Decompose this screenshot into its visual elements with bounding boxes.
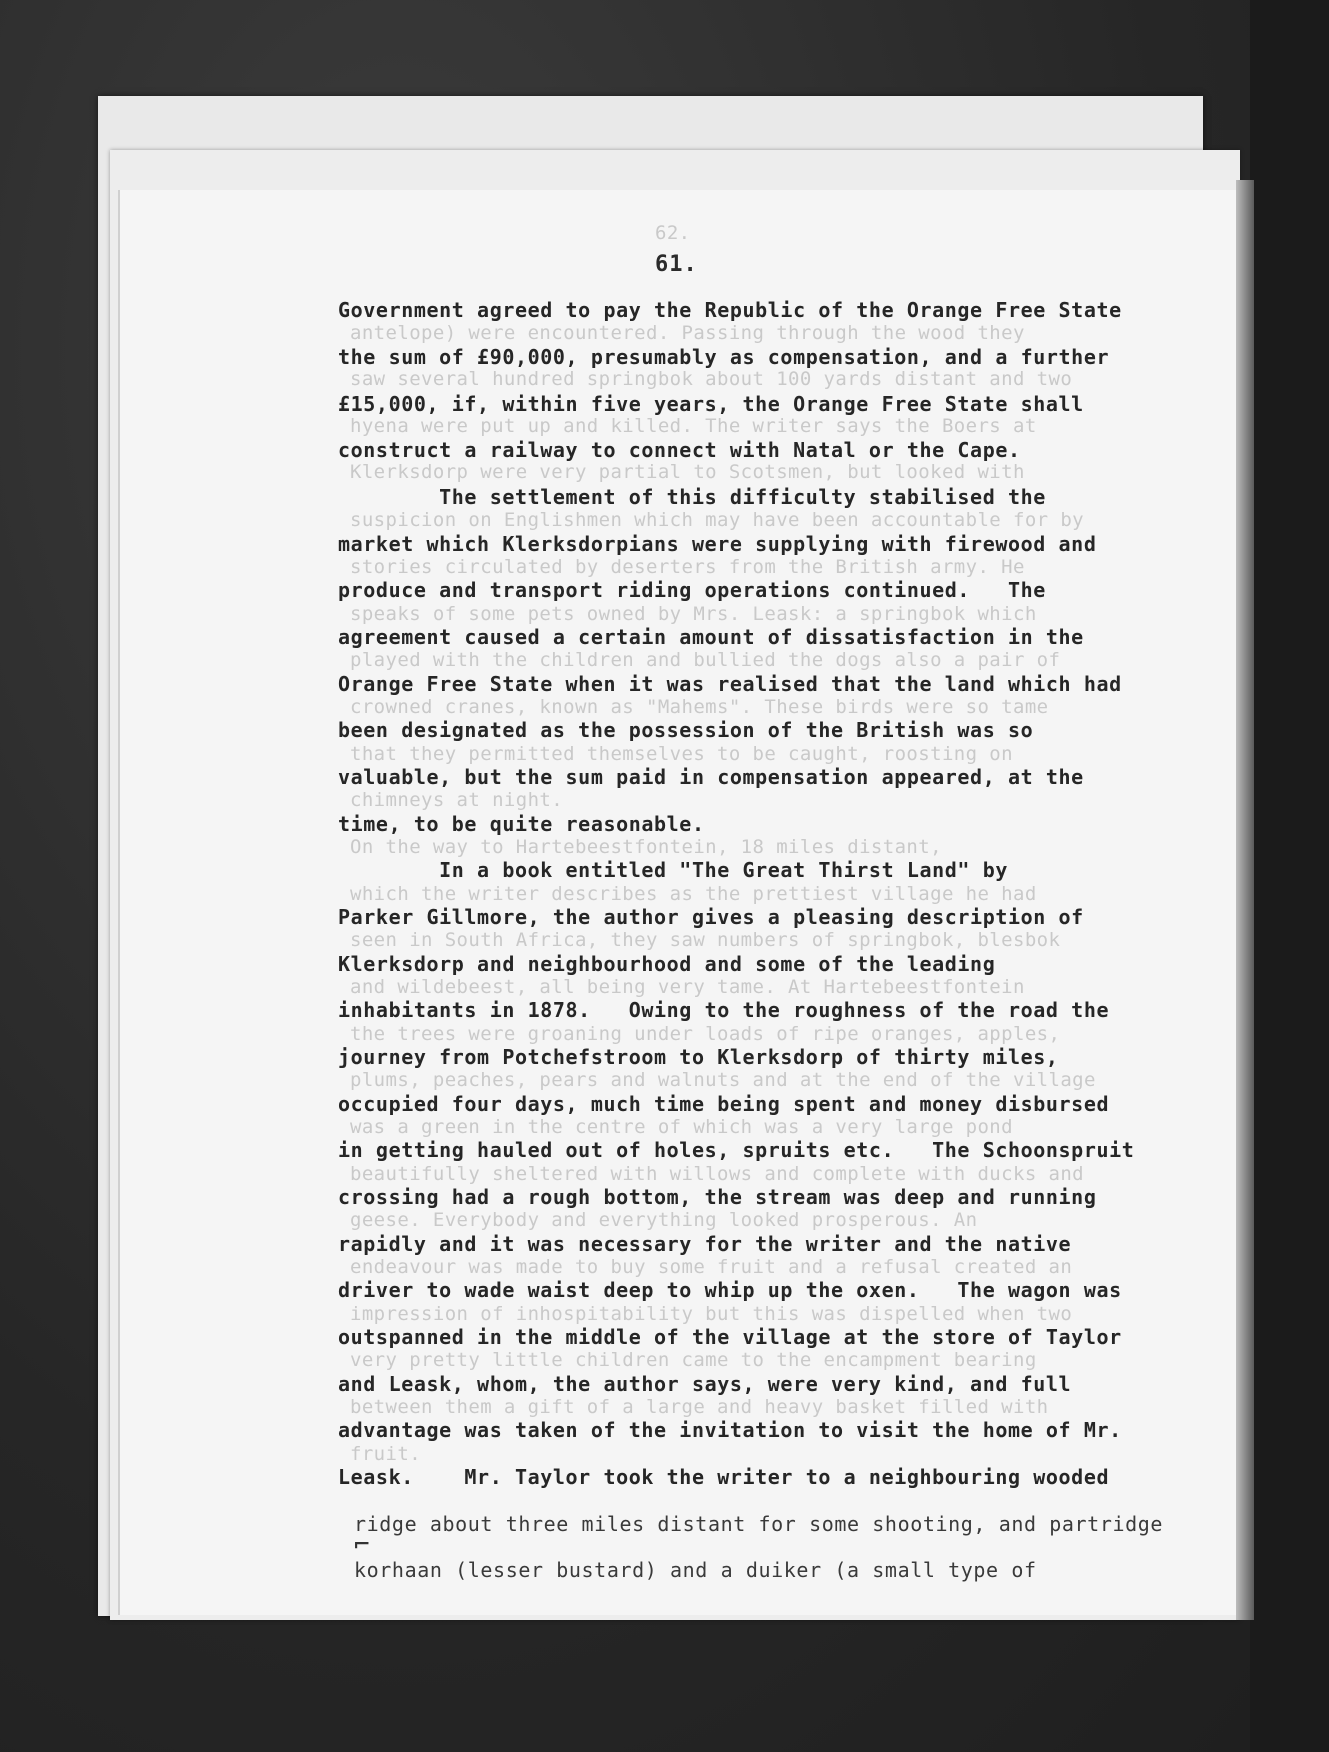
bleed-page-number: 62.: [655, 222, 691, 244]
bleed-line: beautifully sheltered with willows and complete with ducks and: [350, 1163, 1085, 1185]
text-line: time, to be quite reasonable.: [338, 812, 705, 836]
page-number: 61.: [655, 252, 698, 277]
text-line: occupied four days, much time being spent and money disbursed: [338, 1092, 1110, 1116]
handwritten-margin-mark: ⌐: [354, 1530, 370, 1560]
bleed-line: hyena were put up and killed. The writer says the Boers at: [350, 415, 1037, 437]
text-line: the sum of £90,000, presumably as compensation, and a further: [338, 345, 1110, 369]
bleed-line: and wildebeest, all being very tame. At Hartebeestfontein: [350, 976, 1025, 998]
text-line: Parker Gillmore, the author gives a pleasing description of: [338, 905, 1084, 929]
dark-band: [1250, 0, 1329, 1752]
bleed-line: was a green in the centre of which was a very large pond: [350, 1116, 1013, 1138]
bleed-line: that they permitted themselves to be caught, roosting on: [350, 743, 1013, 765]
bleed-line: plums, peaches, pears and walnuts and at the end of the village: [350, 1069, 1096, 1091]
bleed-line: crowned cranes, known as "Mahems". These birds were so tame: [350, 696, 1049, 718]
bleed-line: suspicion on Englishmen which may have been accountable for by: [350, 509, 1085, 531]
text-line: market which Klerksdorpians were supplying with firewood and: [338, 532, 1097, 556]
bleed-line: which the writer describes as the prettiest village he had: [350, 883, 1037, 905]
text-line: outspanned in the middle of the village at the store of Taylor: [338, 1325, 1122, 1349]
bleed-line: endeavour was made to buy some fruit and a refusal created an: [350, 1256, 1073, 1278]
text-line: Klerksdorp and neighbourhood and some of the leading: [338, 952, 996, 976]
bleed-line: speaks of some pets owned by Mrs. Leask: a springbok which: [350, 603, 1037, 625]
bleed-line: antelope) were encountered. Passing through the wood they: [350, 322, 1025, 344]
bleed-line: very pretty little children came to the encampment bearing: [350, 1349, 1037, 1371]
sheet-edge-shadow: [1236, 180, 1254, 1620]
text-line: produce and transport riding operations continued. The: [338, 578, 1046, 602]
text-line: korhaan (lesser bustard) and a duiker (a small type of: [354, 1558, 1037, 1582]
bleed-line: saw several hundred springbok about 100 yards distant and two: [350, 368, 1073, 390]
text-line: advantage was taken of the invitation to visit the home of Mr.: [338, 1418, 1122, 1442]
text-line: been designated as the possession of the British was so: [338, 718, 1034, 742]
text-line: Leask. Mr. Taylor took the writer to a neighbouring wooded: [338, 1465, 1110, 1489]
text-line: Orange Free State when it was realised that the land which had: [338, 672, 1122, 696]
text-line: and Leask, whom, the author says, were very kind, and full: [338, 1372, 1072, 1396]
text-line: construct a railway to connect with Natal or the Cape.: [338, 438, 1021, 462]
bleed-line: fruit.: [350, 1443, 422, 1465]
text-line: ridge about three miles distant for some shooting, and partridge: [354, 1512, 1164, 1536]
bleed-line: stories circulated by deserters from the British army. He: [350, 556, 1025, 578]
text-line: crossing had a rough bottom, the stream was deep and running: [338, 1185, 1097, 1209]
text-line: In a book entitled "The Great Thirst Land" by: [338, 858, 1008, 882]
text-line: journey from Potchefstroom to Klerksdorp of thirty miles,: [338, 1045, 1059, 1069]
text-line: Government agreed to pay the Republic of the Orange Free State: [338, 298, 1122, 322]
text-line: The settlement of this difficulty stabilised the: [338, 485, 1046, 509]
bleed-line: geese. Everybody and everything looked prosperous. An: [350, 1209, 978, 1231]
bleed-line: Klerksdorp were very partial to Scotsmen, but looked with: [350, 461, 1025, 483]
bleed-line: impression of inhospitability but this was dispelled when two: [350, 1303, 1073, 1325]
bleed-line: On the way to Hartebeestfontein, 18 miles distant,: [350, 836, 942, 858]
bleed-line: chimneys at night.: [350, 789, 564, 811]
bleed-line: played with the children and bullied the dogs also a pair of: [350, 649, 1061, 671]
bleed-line: seen in South Africa, they saw numbers of springbok, blesbok: [350, 929, 1061, 951]
bleed-line: the trees were groaning under loads of ripe oranges, apples,: [350, 1023, 1061, 1045]
bleed-line: between them a gift of a large and heavy basket filled with: [350, 1396, 1049, 1418]
text-line: driver to wade waist deep to whip up the oxen. The wagon was: [338, 1278, 1122, 1302]
text-line: valuable, but the sum paid in compensation appeared, at the: [338, 765, 1084, 789]
text-line: agreement caused a certain amount of dissatisfaction in the: [338, 625, 1084, 649]
text-line: £15,000, if, within five years, the Orange Free State shall: [338, 392, 1084, 416]
text-line: in getting hauled out of holes, spruits etc. The Schoonspruit: [338, 1138, 1135, 1162]
text-line: inhabitants in 1878. Owing to the roughness of the road the: [338, 998, 1110, 1022]
text-line: rapidly and it was necessary for the writer and the native: [338, 1232, 1072, 1256]
